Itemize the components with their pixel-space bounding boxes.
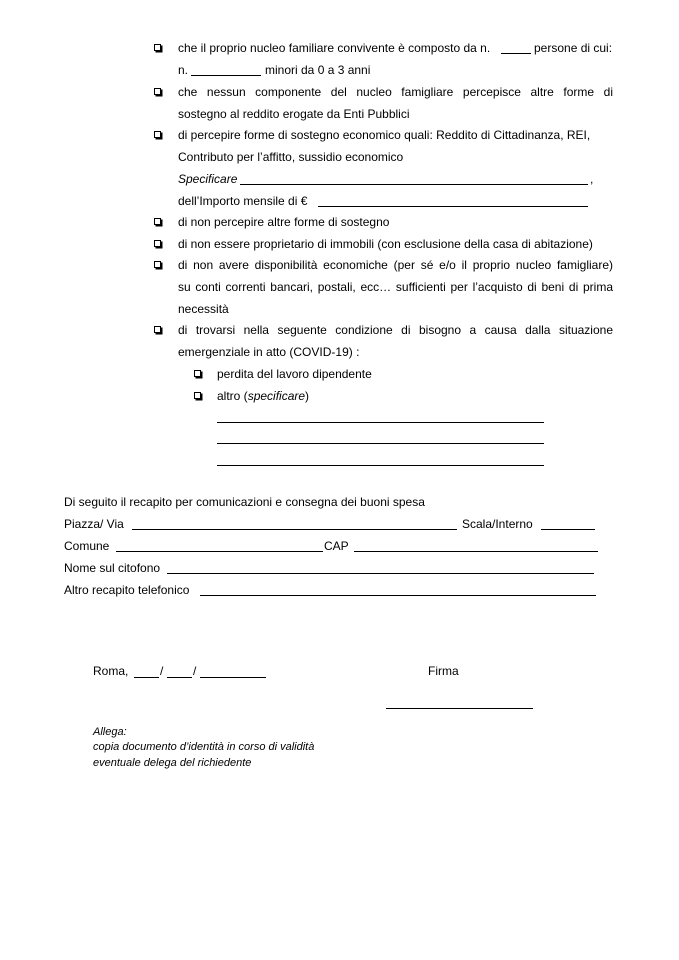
item3-line1: di percepire forme di sostegno economico quali: Reddito di Cittadinanza, REI, [178, 128, 591, 142]
allega-item-2: eventuale delega del richiedente [93, 757, 252, 769]
item6-line1: di non avere disponibilità economiche (per sé e/o il proprio nucleo famigliare) [178, 258, 613, 272]
sub2-prefix: altro ( [217, 389, 248, 403]
altro-field-2[interactable] [217, 443, 544, 444]
sub2-specificare: specificare [247, 389, 306, 403]
citofono-field[interactable] [167, 573, 594, 574]
telefono-label: Altro recapito telefonico [64, 583, 190, 597]
specificare-field[interactable] [240, 184, 588, 185]
item3-line2: Contributo per l’affitto, sussidio economico [178, 150, 404, 164]
allega-title: Allega: [93, 726, 127, 738]
item1-minori-label: minori da 0 a 3 anni [265, 63, 371, 77]
date-slash-1: / [160, 664, 164, 678]
checkbox-nessun-sostegno[interactable] [154, 88, 161, 95]
scala-label: Scala/Interno [462, 517, 533, 531]
checkbox-nucleo[interactable] [154, 44, 161, 51]
altro-field-1[interactable] [217, 422, 544, 423]
checkbox-perdita-lavoro[interactable] [194, 370, 201, 377]
firma-label: Firma [428, 664, 459, 678]
item7-line1: di trovarsi nella seguente condizione di bisogno a causa dalla situazione [178, 323, 613, 337]
checkbox-non-disponibilita[interactable] [154, 261, 161, 268]
item7-line2: emergenziale in atto (COVID-19) : [178, 345, 360, 359]
sub2-text [217, 389, 309, 403]
sub2-suffix: ) [305, 389, 310, 403]
item3-specificare-label: Specificare [178, 172, 238, 186]
item4-text: di non percepire altre forme di sostegno [178, 215, 390, 229]
comune-label: Comune [64, 539, 110, 553]
minori-count-field[interactable] [191, 75, 261, 76]
cap-field[interactable] [354, 551, 598, 552]
date-year-field[interactable] [200, 677, 266, 678]
date-day-field[interactable] [134, 677, 159, 678]
item2-line1: che nessun componente del nucleo famigliare percepisce altre forme di [178, 85, 613, 99]
comma: , [590, 172, 594, 186]
nucleo-count-field[interactable] [501, 53, 531, 54]
item1-n-label: n. [178, 63, 189, 77]
allega-item-1: copia documento d’identità in corso di validità [93, 741, 315, 753]
item1-text-b: persone di cui: [534, 41, 613, 55]
telefono-field[interactable] [200, 595, 596, 596]
date-slash-2: / [193, 664, 197, 678]
checkbox-altro[interactable] [194, 392, 201, 399]
item1-text-a: che il proprio nucleo familiare convivente è composto da n. [178, 41, 491, 55]
item3-importo-label: dell’Importo mensile di € [178, 194, 308, 208]
checkbox-percepisce-sostegno[interactable] [154, 131, 161, 138]
item5-text: di non essere proprietario di immobili (con esclusione della casa di abitazione) [178, 237, 593, 251]
item6-line2: su conti correnti bancari, postali, ecc… sufficienti per l’acquisto di beni di prima [178, 280, 613, 294]
comune-field[interactable] [116, 551, 323, 552]
item6-line3: necessità [178, 302, 229, 316]
checkbox-bisogno-covid[interactable] [154, 326, 161, 333]
citofono-label: Nome sul citofono [64, 561, 161, 575]
recapito-intro: Di seguito il recapito per comunicazioni e consegna dei buoni spesa [64, 495, 425, 509]
roma-label: Roma, [93, 664, 129, 678]
scala-field[interactable] [541, 529, 595, 530]
item2-line2: sostegno al reddito erogate da Enti Pubblici [178, 107, 410, 121]
cap-label: CAP [324, 539, 349, 553]
checkbox-non-percepire[interactable] [154, 218, 161, 225]
importo-field[interactable] [318, 206, 588, 207]
piazza-field[interactable] [132, 529, 457, 530]
firma-field[interactable] [386, 708, 533, 709]
date-month-field[interactable] [167, 677, 192, 678]
checkbox-non-proprietario[interactable] [154, 240, 161, 247]
piazza-label: Piazza/ Via [64, 517, 124, 531]
sub1-text: perdita del lavoro dipendente [217, 367, 372, 381]
altro-field-3[interactable] [217, 465, 544, 466]
